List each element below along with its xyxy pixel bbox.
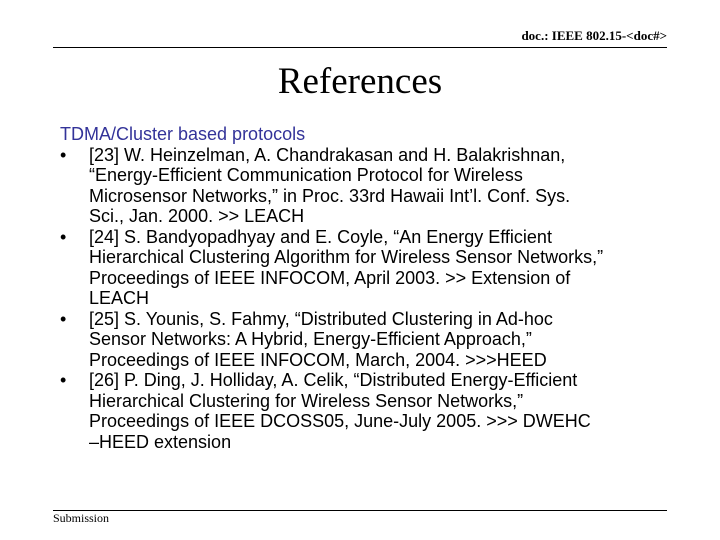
reference-line: “Energy-Efficient Communication Protocol for Wireless (89, 165, 523, 185)
slide-title: References (277, 61, 443, 102)
reference-line: • [25] S. Younis, S. Fahmy, “Distributed Clustering in Ad-hoc (89, 308, 553, 329)
footer-divider (53, 510, 667, 511)
reference-line: • [26] P. Ding, J. Holliday, A. Celik, “Distributed Energy-Efficient (89, 370, 578, 390)
reference-line: LEACH (89, 288, 150, 308)
reference-line: Proceedings of IEEE INFOCOM, March, 2004. >>>HEED (89, 349, 547, 370)
reference-line: • [24] S. Bandyopadhyay and E. Coyle, “An Energy Efficient (89, 226, 552, 247)
reference-line: Sensor Networks: A Hybrid, Energy-Efficient Approach,” (89, 329, 532, 349)
reference-item (60, 145, 660, 227)
slide-content (60, 124, 660, 452)
header-divider (53, 47, 667, 48)
section-subheading: TDMA/Cluster based protocols (60, 124, 306, 144)
reference-item (60, 309, 660, 371)
footer-label: Submission (53, 511, 110, 525)
reference-line: Proceedings of IEEE DCOSS05, June-July 2005. >>> DWEHC (89, 411, 591, 431)
reference-line: Proceedings of IEEE INFOCOM, April 2003. >> Extension of (89, 267, 571, 288)
reference-line: Sci., Jan. 2000. >> LEACH (89, 206, 305, 226)
reference-item (60, 227, 660, 309)
reference-list (60, 145, 660, 453)
reference-line: Microsensor Networks,” in Proc. 33rd Hawaii Int’l. Conf. Sys. (89, 185, 571, 206)
reference-line: Hierarchical Clustering for Wireless Sensor Networks,” (89, 390, 524, 411)
document-id: doc.: IEEE 802.15-<doc#> (521, 28, 667, 43)
reference-item (60, 370, 660, 452)
reference-line: Hierarchical Clustering Algorithm for Wireless Sensor Networks,” (89, 247, 604, 267)
reference-line: • [23] W. Heinzelman, A. Chandrakasan and H. Balakrishnan, (89, 144, 566, 165)
reference-line: –HEED extension (89, 431, 232, 452)
